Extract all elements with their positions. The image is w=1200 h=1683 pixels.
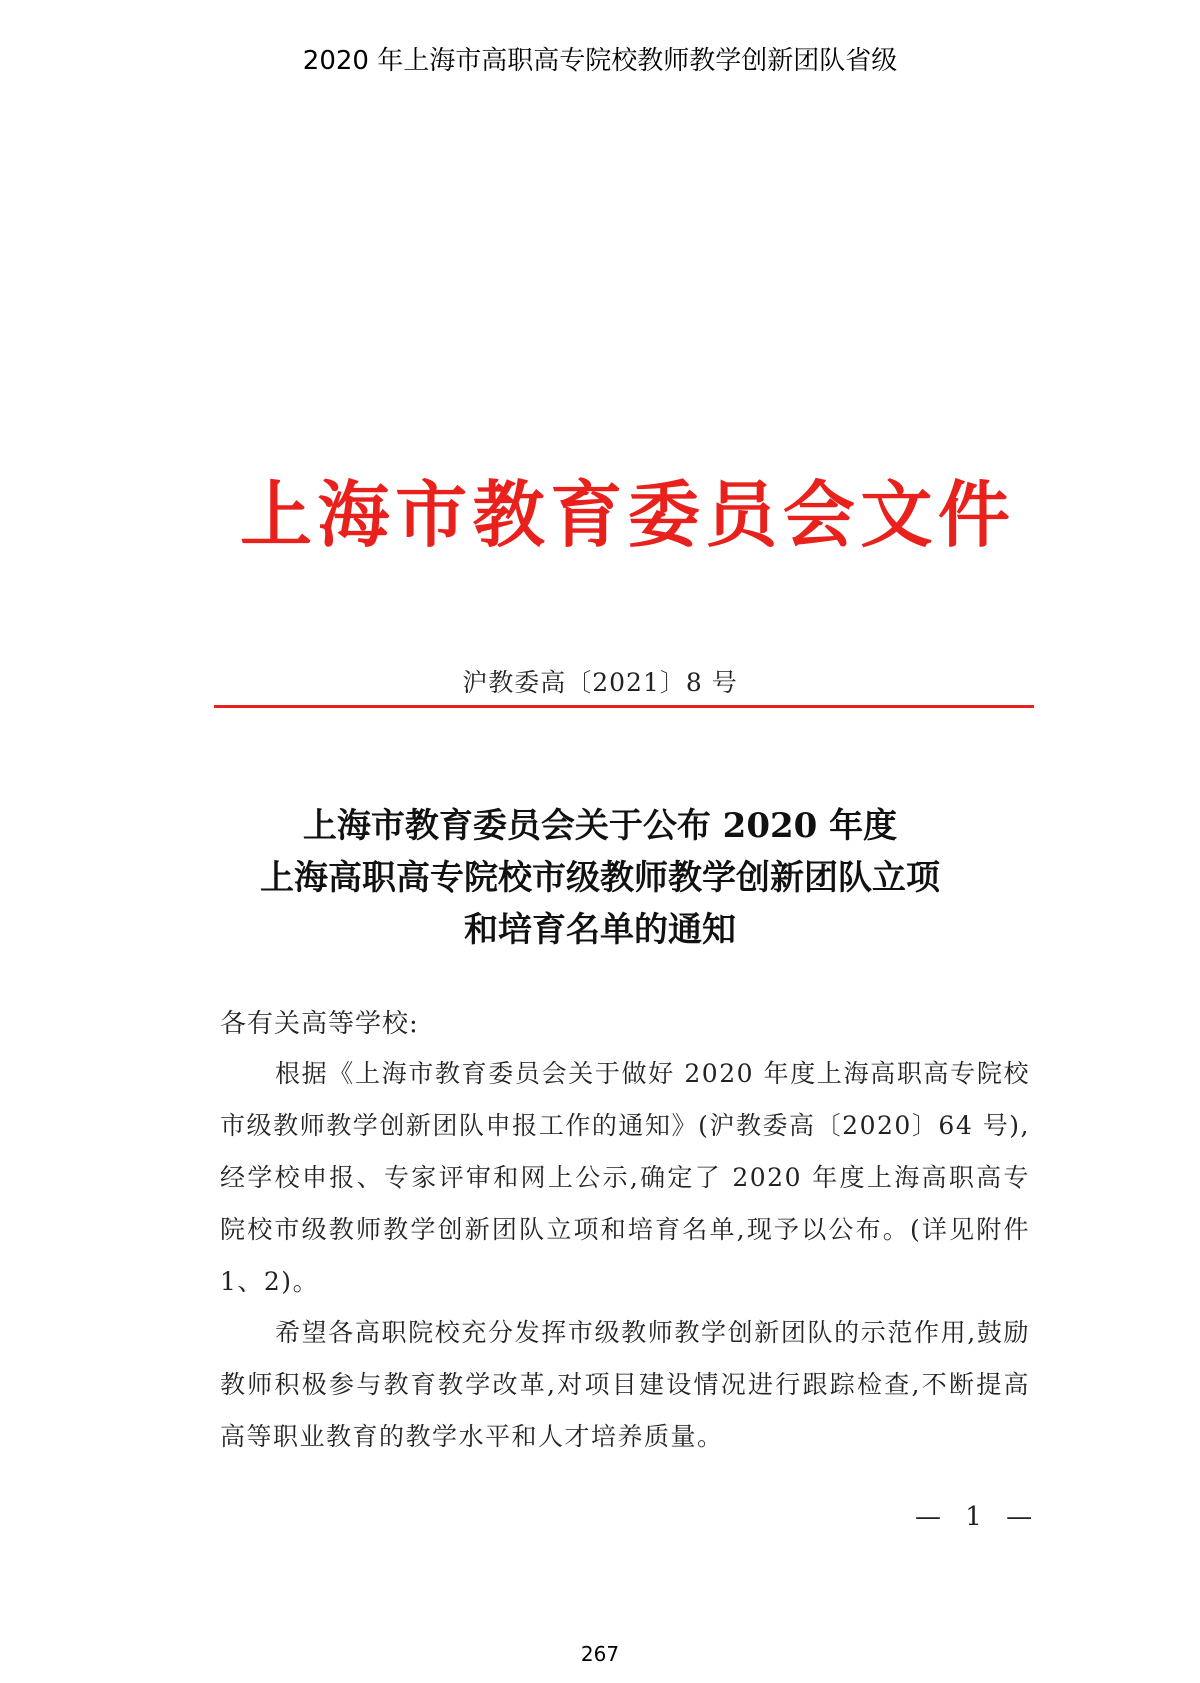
document-number: 沪教委高〔2021〕8 号: [462, 668, 738, 697]
red-divider-rule: [214, 705, 1034, 708]
body-paragraph-1: 根据《上海市教育委员会关于做好 2020 年度上海高职高专院校市级教师教学创新团队申报工作的通知》(沪教委高〔2020〕64 号),经学校申报、专家评审和网上公示,确定了 2020 年度上海高职高专院校市级教师教学创新团队立项和培育名单,现予以公布。(详见附件 1、2)。: [220, 1059, 1030, 1296]
page-number: — 1 —: [915, 1502, 1041, 1532]
issuer-char: 海: [317, 472, 390, 557]
issuer-char: 件: [937, 472, 1010, 557]
running-header: 2020 年上海市高职高专院校教师教学创新团队省级: [302, 46, 898, 76]
issuer-char: 文: [860, 472, 933, 557]
document-title: [0, 800, 1200, 956]
footer-page-number: 267: [580, 1642, 620, 1666]
issuer-banner: [240, 470, 1010, 560]
issuer-char: 会: [782, 472, 855, 557]
title-line-1: 上海市教育委员会关于公布 2020 年度: [302, 806, 898, 846]
salutation: 各有关高等学校:: [220, 1009, 419, 1039]
issuer-char: 委: [627, 472, 700, 557]
issuer-char: 市: [395, 472, 468, 557]
issuer-char: 育: [550, 472, 623, 557]
body-paragraph-2: 希望各高职院校充分发挥市级教师教学创新团队的示范作用,鼓励教师积极参与教育教学改革,对项目建设情况进行跟踪检查,不断提高高等职业教育的教学水平和人才培养质量。: [220, 1318, 1030, 1451]
issuer-char: 上: [240, 472, 313, 557]
issuer-char: 员: [705, 472, 778, 557]
issuer-char: 教: [472, 472, 545, 557]
title-line-2: 上海高职高专院校市级教师教学创新团队立项: [260, 858, 940, 898]
title-line-3: 和培育名单的通知: [464, 910, 736, 950]
